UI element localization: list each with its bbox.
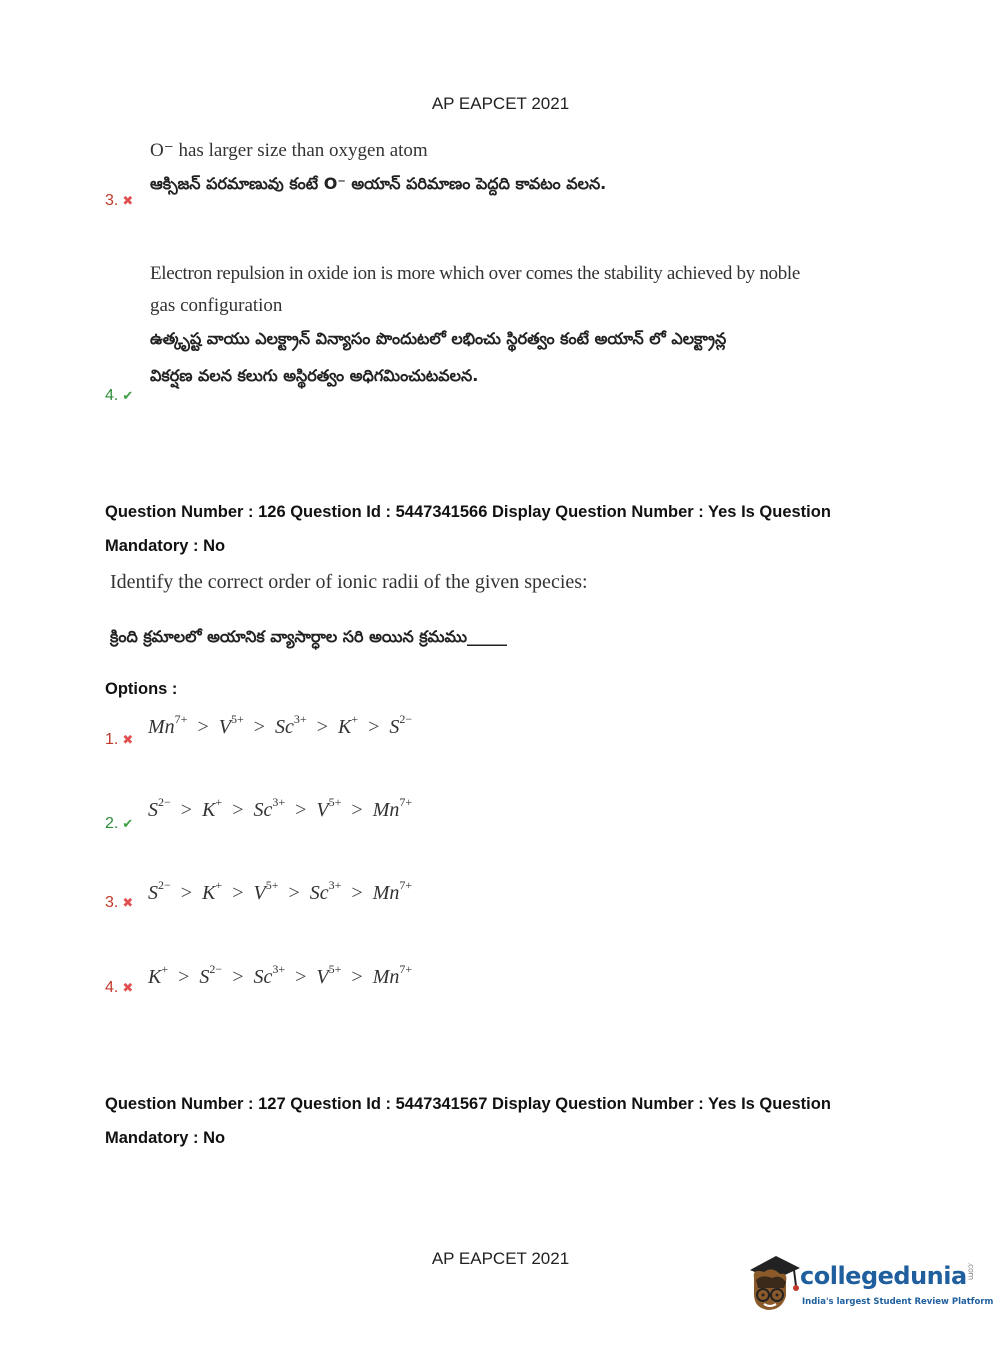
- ion-symbol: Mn: [372, 965, 400, 988]
- q126-option-4-expression: [148, 964, 412, 989]
- ion-symbol: K: [337, 715, 352, 738]
- option-number: 2.: [105, 815, 119, 832]
- ion-charge: +: [351, 712, 359, 726]
- q126-option-3-expression: [148, 880, 412, 905]
- ion-term: [337, 712, 359, 738]
- greater-than-symbol: >: [253, 715, 266, 738]
- greater-than-symbol: >: [368, 715, 380, 738]
- wrong-icon: ✖: [122, 732, 134, 747]
- ion-charge: 7+: [399, 878, 413, 892]
- ion-symbol: Mn: [372, 798, 400, 821]
- ion-symbol: Mn: [148, 715, 175, 738]
- ion-term: [372, 962, 413, 988]
- ion-term: [148, 878, 171, 904]
- prev-option-4-english-line1: Electron repulsion in oxide ion is more which over comes the stability achieved by noble: [150, 263, 801, 284]
- mascot-icon: [742, 1248, 804, 1318]
- ion-symbol: V: [316, 965, 329, 988]
- ion-charge: 7+: [399, 795, 413, 809]
- ion-symbol: V: [218, 715, 231, 738]
- prev-option-3-english: O⁻ has larger size than oxygen atom: [150, 140, 428, 161]
- greater-than-symbol: >: [232, 798, 244, 821]
- greater-than-symbol: >: [197, 715, 209, 738]
- ion-symbol: Mn: [372, 881, 400, 904]
- ion-charge: 7+: [399, 962, 413, 976]
- greater-than-symbol: >: [232, 965, 244, 988]
- check-icon: ✔: [122, 388, 134, 403]
- greater-than-symbol: >: [295, 965, 307, 988]
- ion-symbol: Sc: [253, 798, 273, 821]
- ion-term: [316, 962, 342, 988]
- ion-term: [218, 712, 244, 738]
- ion-term: [148, 962, 169, 988]
- prev-option-3-label: [105, 192, 133, 210]
- ion-charge: 7+: [174, 712, 188, 726]
- option-number: 3.: [105, 192, 119, 209]
- greater-than-symbol: >: [295, 798, 307, 821]
- prev-option-4-telugu-line1: ఉత్కృష్ట వాయు ఎలక్ట్రాన్ విన్యాసం పొందుటలో లభించు స్థిరత్వం కంటే అయాన్ లో ఎలక్ట్రాన్ల: [150, 329, 727, 348]
- option-number: 4.: [105, 387, 119, 404]
- ion-term: [309, 878, 342, 904]
- ion-charge: 2−: [158, 795, 171, 809]
- page-header: AP EAPCET 2021: [431, 94, 570, 113]
- ion-charge: +: [161, 962, 169, 976]
- collegedunia-logo: [742, 1248, 994, 1318]
- wrong-icon: ✖: [122, 895, 134, 910]
- ion-symbol: Sc: [309, 881, 329, 904]
- ion-charge: 5+: [328, 962, 342, 976]
- ion-term: [148, 712, 188, 738]
- greater-than-symbol: >: [351, 881, 363, 904]
- ion-symbol: V: [253, 881, 266, 904]
- logo-wordmark: collegedunia: [800, 1262, 967, 1290]
- greater-than-symbol: >: [180, 881, 193, 904]
- ion-charge: 3+: [328, 878, 342, 892]
- ion-symbol: Sc: [275, 715, 294, 738]
- check-icon: ✔: [122, 816, 134, 831]
- ion-charge: +: [215, 795, 223, 809]
- ion-symbol: S: [148, 798, 158, 821]
- greater-than-symbol: >: [316, 715, 328, 738]
- ion-symbol: S: [148, 881, 158, 904]
- ion-charge: +: [215, 878, 223, 892]
- q126-question-telugu: క్రింది క్రమాలలో అయానిక వ్యాసార్ధాల సరి అయిన క్రమము_____: [110, 627, 508, 646]
- prev-option-4-english-line2: gas configuration: [150, 295, 283, 316]
- greater-than-symbol: >: [351, 798, 363, 821]
- wrong-icon: ✖: [122, 980, 134, 995]
- ion-term: [275, 712, 307, 738]
- ion-term: [389, 712, 413, 738]
- q127-header-line2: Mandatory : No: [105, 1129, 226, 1147]
- greater-than-symbol: >: [351, 965, 363, 988]
- ion-term: [202, 795, 223, 821]
- ion-symbol: K: [148, 965, 162, 988]
- ion-term: [372, 795, 413, 821]
- ion-charge: 2−: [209, 962, 223, 976]
- ion-charge: 3+: [272, 795, 286, 809]
- ion-term: [253, 962, 286, 988]
- q126-option-2-expression: [148, 797, 412, 822]
- ion-symbol: K: [202, 881, 216, 904]
- q126-option-2-label: [105, 815, 133, 833]
- ion-symbol: S: [199, 965, 210, 988]
- ion-term: [202, 878, 223, 904]
- q127-header-line1: Question Number : 127 Question Id : 5447341567 Display Question Number : Yes Is Question: [105, 1095, 831, 1113]
- page-footer: AP EAPCET 2021: [431, 1249, 570, 1268]
- greater-than-symbol: >: [232, 881, 244, 904]
- ion-symbol: S: [389, 715, 400, 738]
- logo-domain: .com: [966, 1262, 976, 1280]
- q126-option-4-label: [105, 979, 133, 997]
- logo-tagline: India's largest Student Review Platform: [802, 1297, 994, 1307]
- ion-symbol: V: [316, 798, 329, 821]
- prev-option-3-telugu: ఆక్సిజన్ పరమాణువు కంటే O⁻ అయాన్ పరిమాణం పెద్దది కావటం వలన.: [150, 174, 607, 193]
- greater-than-symbol: >: [288, 881, 300, 904]
- wrong-icon: ✖: [122, 193, 134, 208]
- ion-symbol: Sc: [253, 965, 273, 988]
- ion-charge: 5+: [328, 795, 342, 809]
- q126-question-english: Identify the correct order of ionic radii of the given species:: [110, 571, 588, 593]
- option-number: 1.: [105, 731, 119, 748]
- prev-option-4-telugu-line2: వికర్షణ వలన కలుగు అస్థిరత్వం అధిగమించుటవలన.: [150, 366, 479, 385]
- ion-term: [253, 878, 279, 904]
- options-label: Options :: [105, 680, 178, 698]
- ion-term: [316, 795, 342, 821]
- ion-charge: 2−: [158, 878, 171, 892]
- q126-option-1-label: [105, 731, 133, 749]
- ion-charge: 5+: [265, 878, 279, 892]
- q126-option-1-expression: [148, 714, 412, 739]
- ion-term: [199, 962, 223, 988]
- ion-charge: 3+: [272, 962, 286, 976]
- ion-term: [372, 878, 413, 904]
- q126-header-line1: Question Number : 126 Question Id : 5447341566 Display Question Number : Yes Is Question: [105, 503, 831, 521]
- ion-symbol: K: [202, 798, 216, 821]
- ion-charge: 5+: [230, 712, 244, 726]
- ion-charge: 2−: [399, 712, 413, 726]
- option-number: 4.: [105, 979, 119, 996]
- ion-term: [148, 795, 171, 821]
- q126-option-3-label: [105, 894, 133, 912]
- greater-than-symbol: >: [178, 965, 190, 988]
- prev-option-4-label: [105, 387, 133, 405]
- greater-than-symbol: >: [180, 798, 193, 821]
- ion-term: [253, 795, 286, 821]
- q126-header-line2: Mandatory : No: [105, 537, 226, 555]
- ion-charge: 3+: [293, 712, 307, 726]
- option-number: 3.: [105, 894, 119, 911]
